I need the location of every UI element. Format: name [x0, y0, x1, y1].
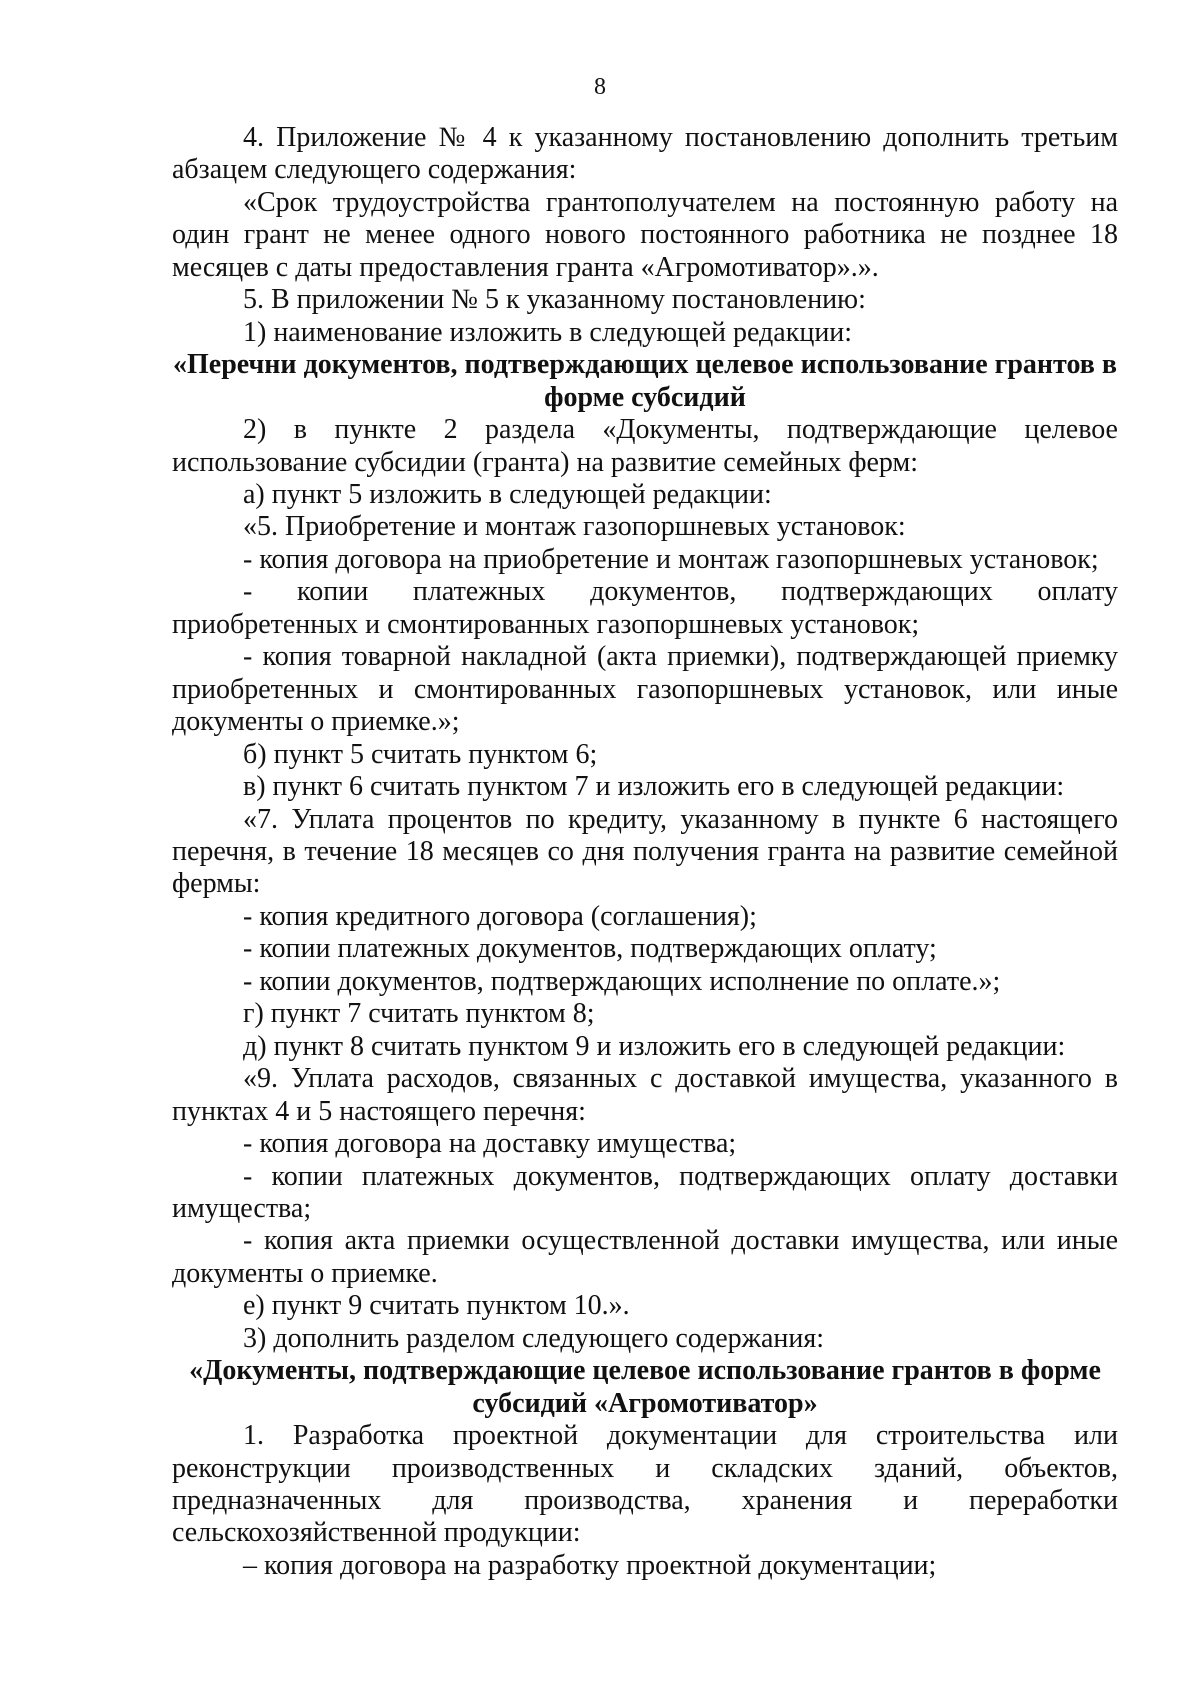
paragraph-subitem-1: 1) наименование изложить в следующей редакции: [243, 316, 853, 348]
list-item-design-contract: – копия договора на разработку проектной документации; [243, 1549, 937, 1581]
paragraph-letter-a: а) пункт 5 изложить в следующей редакции: [243, 478, 772, 510]
page-number: 8 [594, 74, 606, 100]
paragraph-point-7-title: «7. Уплата процентов по кредиту, указанному в пункте 6 настоящего перечня, в течение 18 месяцев со дня получения гранта на развитие семейной фермы: [172, 803, 1118, 900]
paragraph-point-9-title: «9. Уплата расходов, связанных с доставкой имущества, указанного в пунктах 4 и 5 настоящего перечня: [172, 1063, 1118, 1127]
paragraph-letter-d: д) пункт 8 считать пунктом 9 и изложить его в следующей редакции: [243, 1030, 1066, 1062]
paragraph-item-4: 4. Приложение № 4 к указанному постановлению дополнить третьим абзацем следующего содержания: [172, 122, 1118, 186]
heading-agromotivator-documents: «Документы, подтверждающие целевое использование грантов в форме субсидий «Агромотиватор» [189, 1355, 1101, 1419]
paragraph-point-1-design: 1. Разработка проектной документации для строительства или реконструкции производственных и складских зданий, объектов, предназначенных для производства, хранения и переработки сельскохозяйственной продукции: [172, 1420, 1118, 1549]
paragraph-item-5: 5. В приложении № 5 к указанному постановлению: [243, 284, 866, 316]
list-item-execution-docs: - копии документов, подтверждающих исполнение по оплате.»; [243, 965, 1001, 997]
paragraph-letter-g: г) пункт 7 считать пунктом 8; [243, 998, 595, 1030]
list-item-contract-copy: - копия договора на приобретение и монтаж газопоршневых установок; [243, 543, 1099, 575]
list-item-delivery-acceptance: - копия акта приемки осуществленной доставки имущества, или иные документы о приемке. [172, 1225, 1118, 1289]
list-item-waybill-copy: - копия товарной накладной (акта приемки), подтверждающей приемку приобретенных и смонтированных газопоршневых установок, или иные документы о приемке.»; [172, 641, 1118, 738]
list-item-delivery-contract: - копия договора на доставку имущества; [243, 1128, 737, 1160]
paragraph-letter-e: е) пункт 9 считать пунктом 10.». [243, 1290, 630, 1322]
paragraph-letter-b: б) пункт 5 считать пунктом 6; [243, 738, 598, 770]
list-item-payment-docs-2: - копии платежных документов, подтверждающих оплату; [243, 933, 937, 965]
list-item-delivery-payment: - копии платежных документов, подтверждающих оплату доставки имущества; [172, 1160, 1118, 1224]
list-item-credit-contract: - копия кредитного договора (соглашения); [243, 900, 757, 932]
document-body [172, 122, 1118, 1582]
list-item-payment-docs: - копии платежных документов, подтверждающих оплату приобретенных и смонтированных газопоршневых установок; [172, 576, 1118, 640]
heading-lists-of-documents: «Перечни документов, подтверждающих целевое использование грантов в форме субсидий [173, 349, 1117, 413]
paragraph-quote-employment-term: «Срок трудоустройства грантополучателем на постоянную работу на один грант не менее одного нового постоянного работника не позднее 18 месяцев с даты предоставления гранта «Агромотиватор».». [172, 186, 1118, 283]
paragraph-point-5-title: «5. Приобретение и монтаж газопоршневых установок: [243, 511, 906, 543]
paragraph-subitem-3: 3) дополнить разделом следующего содержания: [243, 1322, 825, 1354]
paragraph-subitem-2: 2) в пункте 2 раздела «Документы, подтверждающие целевое использование субсидии (гранта) на развитие семейных ферм: [172, 414, 1118, 478]
paragraph-letter-v: в) пункт 6 считать пунктом 7 и изложить его в следующей редакции: [243, 771, 1065, 803]
